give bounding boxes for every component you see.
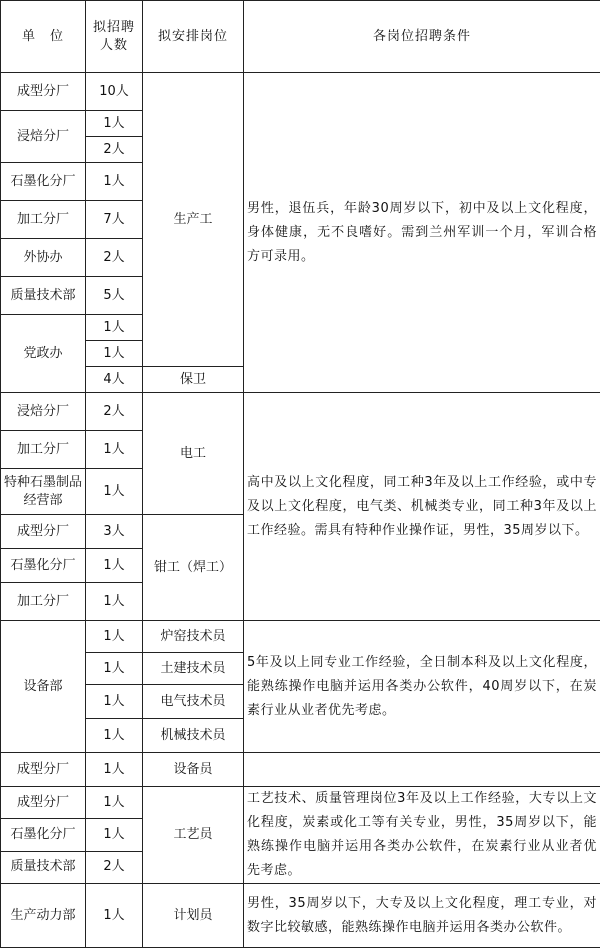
table-row bbox=[1, 787, 600, 819]
count-cell: 1人 bbox=[86, 819, 143, 851]
post-cell: 生产工 bbox=[143, 73, 244, 367]
count-cell: 1人 bbox=[86, 315, 143, 341]
table-row bbox=[1, 884, 600, 948]
count-cell: 1人 bbox=[86, 163, 143, 201]
unit-cell: 成型分厂 bbox=[1, 753, 86, 787]
post-cell: 炉窑技术员 bbox=[143, 621, 244, 653]
unit-cell: 成型分厂 bbox=[1, 515, 86, 549]
unit-cell: 生产动力部 bbox=[1, 884, 86, 948]
count-cell: 1人 bbox=[86, 884, 143, 948]
unit-cell: 浸焙分厂 bbox=[1, 111, 86, 163]
unit-cell: 特种石墨制品经营部 bbox=[1, 469, 86, 515]
requirements-cell: 男性，退伍兵，年龄30周岁以下，初中及以上文化程度，身体健康，无不良嗜好。需到兰州军训一个月，军训合格方可录用。 bbox=[244, 73, 600, 393]
requirements-cell: 工艺技术、质量管理岗位3年及以上工作经验，大专以上文化程度，炭素或化工等有关专业，男性，35周岁以下，能熟练操作电脑并运用各类办公软件，在炭素行业从业者优先考虑。 bbox=[244, 787, 600, 884]
requirements-cell: 男性，35周岁以下，大专及以上文化程度，理工专业，对数字比较敏感，能熟练操作电脑并运用各类办公软件。 bbox=[244, 884, 600, 948]
unit-cell: 成型分厂 bbox=[1, 787, 86, 819]
count-cell: 1人 bbox=[86, 583, 143, 621]
unit-cell: 加工分厂 bbox=[1, 201, 86, 239]
count-cell: 2人 bbox=[86, 137, 143, 163]
header-post: 拟安排岗位 bbox=[143, 1, 244, 73]
count-cell: 1人 bbox=[86, 549, 143, 583]
table-row bbox=[1, 73, 600, 111]
unit-cell: 石墨化分厂 bbox=[1, 163, 86, 201]
requirements-cell: 5年及以上同专业工作经验，全日制本科及以上文化程度，能熟练操作电脑并运用各类办公软件，40周岁以下，在炭素行业从业者优先考虑。 bbox=[244, 621, 600, 753]
post-cell: 保卫 bbox=[143, 367, 244, 393]
count-cell: 1人 bbox=[86, 685, 143, 719]
count-cell: 1人 bbox=[86, 753, 143, 787]
post-cell: 工艺员 bbox=[143, 787, 244, 884]
unit-cell: 加工分厂 bbox=[1, 583, 86, 621]
count-cell: 1人 bbox=[86, 787, 143, 819]
count-cell: 1人 bbox=[86, 621, 143, 653]
count-cell: 2人 bbox=[86, 851, 143, 883]
count-cell: 1人 bbox=[86, 653, 143, 685]
table-row bbox=[1, 621, 600, 653]
count-cell: 10人 bbox=[86, 73, 143, 111]
unit-cell: 浸焙分厂 bbox=[1, 393, 86, 431]
post-cell: 计划员 bbox=[143, 884, 244, 948]
post-cell: 电气技术员 bbox=[143, 685, 244, 719]
count-cell: 2人 bbox=[86, 393, 143, 431]
count-cell: 7人 bbox=[86, 201, 143, 239]
header-row bbox=[1, 1, 600, 73]
header-requirements: 各岗位招聘条件 bbox=[244, 1, 600, 73]
count-cell: 5人 bbox=[86, 277, 143, 315]
requirements-cell: 高中及以上文化程度，同工种3年及以上工作经验，或中专及以上文化程度，电气类、机械类专业，同工种3年及以上工作经验。需具有特种作业操作证，男性，35周岁以下。 bbox=[244, 393, 600, 621]
count-cell: 1人 bbox=[86, 469, 143, 515]
post-cell: 土建技术员 bbox=[143, 653, 244, 685]
requirements-cell bbox=[244, 753, 600, 787]
table-row bbox=[1, 393, 600, 431]
post-cell: 电工 bbox=[143, 393, 244, 515]
unit-cell: 质量技术部 bbox=[1, 277, 86, 315]
count-cell: 3人 bbox=[86, 515, 143, 549]
header-count: 拟招聘人数 bbox=[86, 1, 143, 73]
post-cell: 钳工（焊工） bbox=[143, 515, 244, 621]
post-cell: 机械技术员 bbox=[143, 719, 244, 753]
count-cell: 4人 bbox=[86, 367, 143, 393]
unit-cell: 设备部 bbox=[1, 621, 86, 753]
table-row bbox=[1, 753, 600, 787]
header-unit: 单 位 bbox=[1, 1, 86, 73]
unit-cell: 加工分厂 bbox=[1, 431, 86, 469]
unit-cell: 党政办 bbox=[1, 315, 86, 393]
post-cell: 设备员 bbox=[143, 753, 244, 787]
count-cell: 1人 bbox=[86, 341, 143, 367]
count-cell: 1人 bbox=[86, 431, 143, 469]
unit-cell: 石墨化分厂 bbox=[1, 819, 86, 851]
count-cell: 1人 bbox=[86, 719, 143, 753]
unit-cell: 石墨化分厂 bbox=[1, 549, 86, 583]
count-cell: 1人 bbox=[86, 111, 143, 137]
count-cell: 2人 bbox=[86, 239, 143, 277]
unit-cell: 成型分厂 bbox=[1, 73, 86, 111]
unit-cell: 质量技术部 bbox=[1, 851, 86, 883]
unit-cell: 外协办 bbox=[1, 239, 86, 277]
